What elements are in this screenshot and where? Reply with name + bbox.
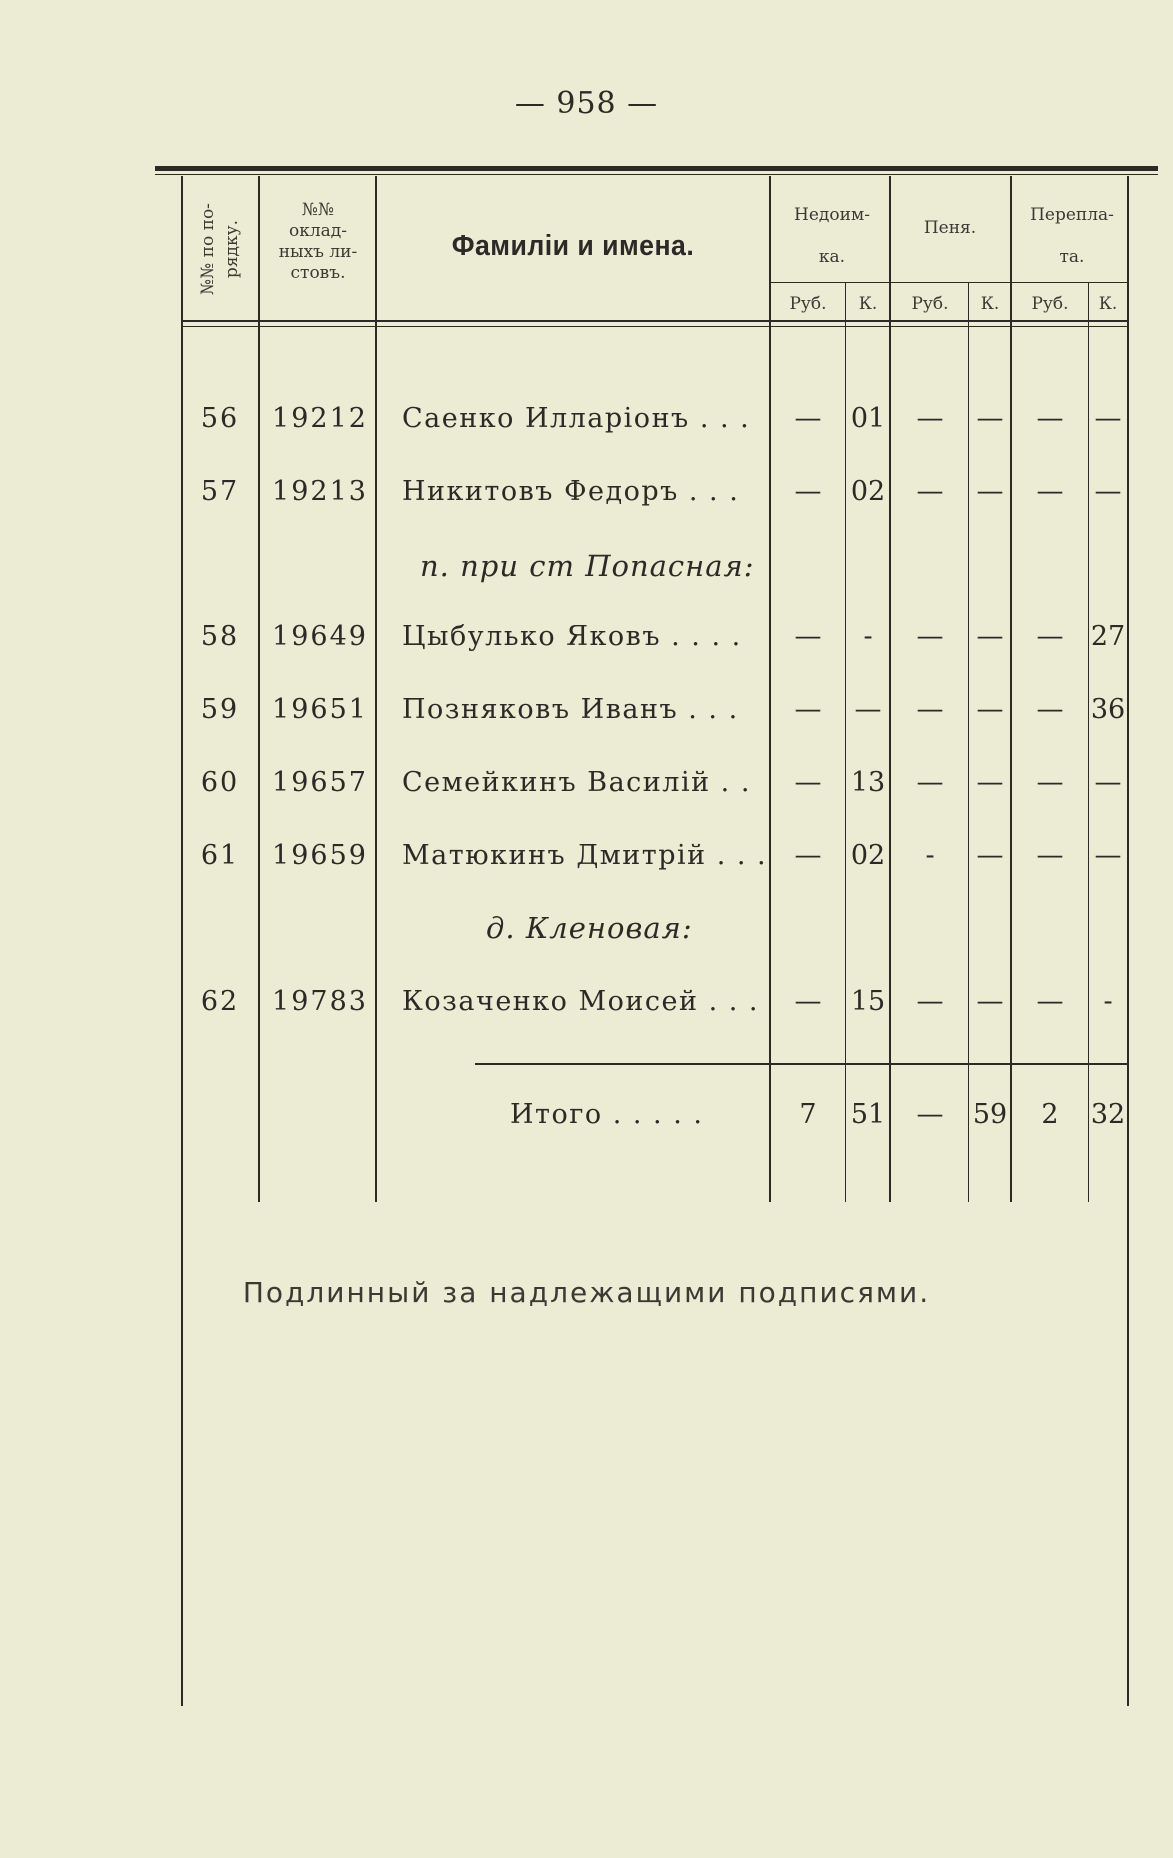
sep-names [769,176,771,1202]
arrears-kop: 15 [850,986,886,1017]
sep-arrears [889,176,891,1202]
penalty-rub: — [916,476,944,507]
arrears-rub: — [794,694,822,725]
header-bottom-rule-2 [182,326,1128,327]
penalty-kop: — [976,476,1004,507]
person-name: Саенко Илларiонъ . . . [402,403,751,434]
arrears-kop: — [854,694,882,725]
total-arrears-rub: 7 [799,1099,817,1130]
subheader-rule [770,282,1128,283]
header-penalty-kop: К. [980,294,1000,314]
overpay-rub: — [1036,767,1064,798]
row-number: 57 [200,476,240,507]
arrears-kop: - [863,621,873,652]
arrears-kop: 02 [850,840,886,871]
sheet-number: 19651 [272,694,368,725]
penalty-kop: — [976,840,1004,871]
penalty-rub: — [916,986,944,1017]
header-bottom-rule [182,320,1128,322]
overpay-rub: — [1036,694,1064,725]
arrears-kop: 01 [850,403,886,434]
section-heading-popasnaya: п. при ст Попасная: [420,549,755,583]
total-penalty-rub: — [916,1099,944,1130]
sep-sheet [375,176,377,1202]
header-arrears: Недоим-ка. [794,205,870,267]
sheet-number: 19657 [272,767,368,798]
border-right [1127,176,1129,1706]
header-overpay-rub: Руб. [1031,294,1069,314]
total-arrears-kop: 51 [850,1099,886,1130]
overpay-kop: - [1103,986,1113,1017]
certification-note: Подлинный за надлежащими подписями. [242,1276,931,1309]
overpay-rub: — [1036,476,1064,507]
sheet-number: 19783 [272,986,368,1017]
penalty-rub: — [916,694,944,725]
overpay-kop: — [1094,840,1122,871]
total-overpay-rub: 2 [1041,1099,1059,1130]
total-overpay-kop: 32 [1090,1099,1126,1130]
arrears-rub: — [794,403,822,434]
penalty-rub: — [916,403,944,434]
penalty-kop: — [976,767,1004,798]
penalty-rub: — [916,767,944,798]
overpay-kop: — [1094,403,1122,434]
overpay-kop: 36 [1090,694,1126,725]
person-name: Никитовъ Федоръ . . . [402,476,740,507]
person-name: Козаченко Моисей . . . [402,986,759,1017]
top-rule [155,166,1158,171]
penalty-rub: - [925,840,935,871]
header-overpay: Перепла-та. [1030,205,1114,267]
total-rule [475,1063,1128,1065]
arrears-rub: — [794,986,822,1017]
penalty-kop: — [976,621,1004,652]
sheet-number: 19659 [272,840,368,871]
sep-penalty [1010,176,1012,1202]
header-overpay-kop: К. [1098,294,1118,314]
header-sheet: №№ оклад-ныхъ ли-стовъ. [278,200,358,283]
arrears-rub: — [794,840,822,871]
row-number: 56 [200,403,240,434]
header-order: №№ по по-рядку. [198,203,242,295]
section-heading-klenovaya: д. Кленовая: [486,911,693,945]
row-number: 62 [200,986,240,1017]
penalty-kop: — [976,403,1004,434]
arrears-kop: 13 [850,767,886,798]
arrears-kop: 02 [850,476,886,507]
arrears-rub: — [794,476,822,507]
header-names: Фамилiи и имена. [451,230,695,262]
row-number: 60 [200,767,240,798]
arrears-rub: — [794,621,822,652]
sep-order [258,176,260,1202]
penalty-kop: — [976,694,1004,725]
overpay-kop: 27 [1090,621,1126,652]
overpay-rub: — [1036,621,1064,652]
row-number: 59 [200,694,240,725]
person-name: Позняковъ Иванъ . . . [402,694,739,725]
page-number: — 958 — [514,86,659,121]
header-arrears-kop: К. [858,294,878,314]
person-name: Семейкинъ Василiй . . [402,767,751,798]
header-penalty: Пеня. [923,218,977,238]
overpay-kop: — [1094,767,1122,798]
penalty-rub: — [916,621,944,652]
person-name: Цыбулько Яковъ . . . . [402,621,742,652]
penalty-kop: — [976,986,1004,1017]
sheet-number: 19212 [272,403,368,434]
person-name: Матюкинъ Дмитрiй . . . [402,840,768,871]
overpay-rub: — [1036,986,1064,1017]
overpay-kop: — [1094,476,1122,507]
total-label: Итого . . . . . [510,1099,704,1130]
sheet-number: 19213 [272,476,368,507]
overpay-rub: — [1036,840,1064,871]
top-rule-thin [155,174,1158,175]
total-penalty-kop: 59 [972,1099,1008,1130]
row-number: 58 [200,621,240,652]
header-penalty-rub: Руб. [911,294,949,314]
row-number: 61 [200,840,240,871]
arrears-rub: — [794,767,822,798]
overpay-rub: — [1036,403,1064,434]
sheet-number: 19649 [272,621,368,652]
header-arrears-rub: Руб. [789,294,827,314]
